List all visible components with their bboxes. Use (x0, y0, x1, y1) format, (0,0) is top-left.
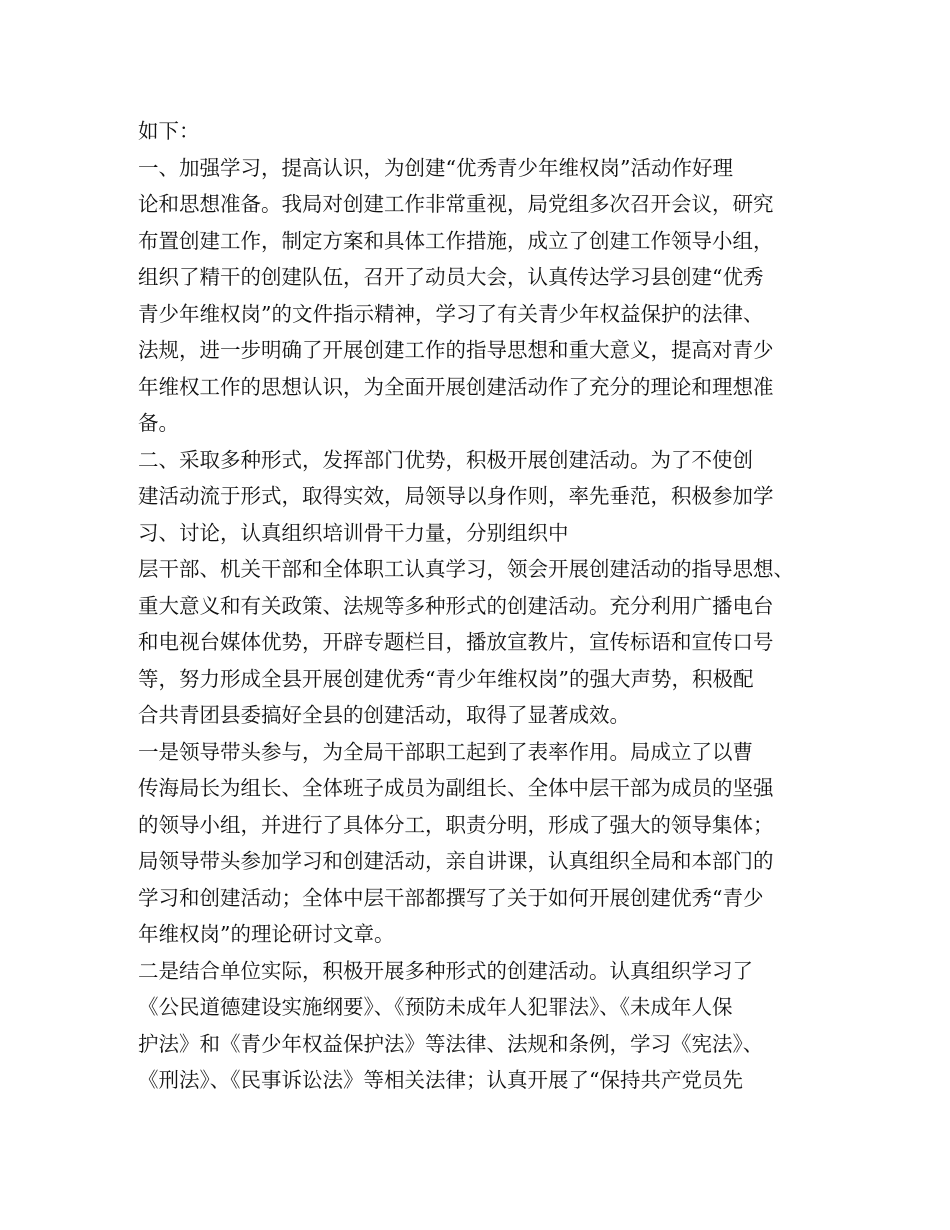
text-line: 等，努力形成全县开展创建优秀“青少年维权岗”的强大声势，积极配 (138, 666, 754, 691)
text-line: 《刑法》、《民事诉讼法》等相关法律；认真开展了“保持共产党员先 (138, 1068, 743, 1092)
text-line: 《公民道德建设实施纲要》、《预防未成年人犯罪法》、《未成年人保 (138, 995, 733, 1019)
text-line: 组织了精干的创建队伍，召开了动员大会，认真传达学习县创建“优秀 (138, 265, 764, 289)
text-line: 学习和创建活动；全体中层干部都撰写了关于如何开展创建优秀“青少 (138, 885, 764, 910)
text-line: 护法》和《青少年权益保护法》等法律、法规和条例，学习《宪法》、 (138, 1031, 764, 1056)
text-line: 青少年维权岗”的文件指示精神，学习了有关青少年权益保护的法律、 (138, 301, 764, 326)
text-line: 一是领导带头参与，为全局干部职工起到了表率作用。局成立了以曹 (138, 739, 753, 764)
text-line: 的领导小组，并进行了具体分工，职责分明，形成了强大的领导集体； (138, 812, 774, 837)
text-line: 年维权岗”的理论研讨文章。 (138, 922, 395, 946)
text-line: 如下： (138, 119, 200, 143)
text-line: 年维权工作的思想认识，为全面开展创建活动作了充分的理论和理想准 (138, 374, 774, 399)
text-line: 二是结合单位实际，积极开展多种形式的创建活动。认真组织学习了 (138, 958, 753, 983)
text-line: 论和思想准备。我局对创建工作非常重视，局党组多次召开会议，研究 (138, 192, 774, 216)
text-line: 一、加强学习，提高认识，为创建“优秀青少年维权岗”活动作好理 (138, 155, 733, 180)
text-line: 备。 (138, 411, 179, 435)
text-line: 建活动流于形式，取得实效，局领导以身作则，率先垂范，积极参加学 (138, 484, 774, 508)
text-line: 习、讨论，认真组织培训骨干力量，分别组织中 (138, 520, 569, 545)
text-line: 法规，进一步明确了开展创建工作的指导思想和重大意义，提高对青少 (138, 338, 774, 362)
text-line: 重大意义和有关政策、法规等多种形式的创建活动。充分利用广播电台 (138, 593, 774, 618)
text-line: 传海局长为组长、全体班子成员为副组长、全体中层干部为成员的坚强 (138, 776, 774, 800)
text-line: 局领导带头参加学习和创建活动，亲自讲课，认真组织全局和本部门的 (138, 849, 774, 873)
text-line: 二、采取多种形式，发挥部门优势，积极开展创建活动。为了不使创 (138, 447, 753, 472)
text-line: 布置创建工作，制定方案和具体工作措施，成立了创建工作领导小组， (138, 228, 774, 253)
text-line: 和电视台媒体优势，开辟专题栏目，播放宣教片，宣传标语和宣传口号 (138, 630, 774, 654)
text-line: 合共青团县委搞好全县的创建活动，取得了显著成效。 (138, 703, 630, 727)
document-body (138, 113, 850, 1099)
text-line: 层干部、机关干部和全体职工认真学习，领会开展创建活动的指导思想、 (138, 557, 794, 581)
